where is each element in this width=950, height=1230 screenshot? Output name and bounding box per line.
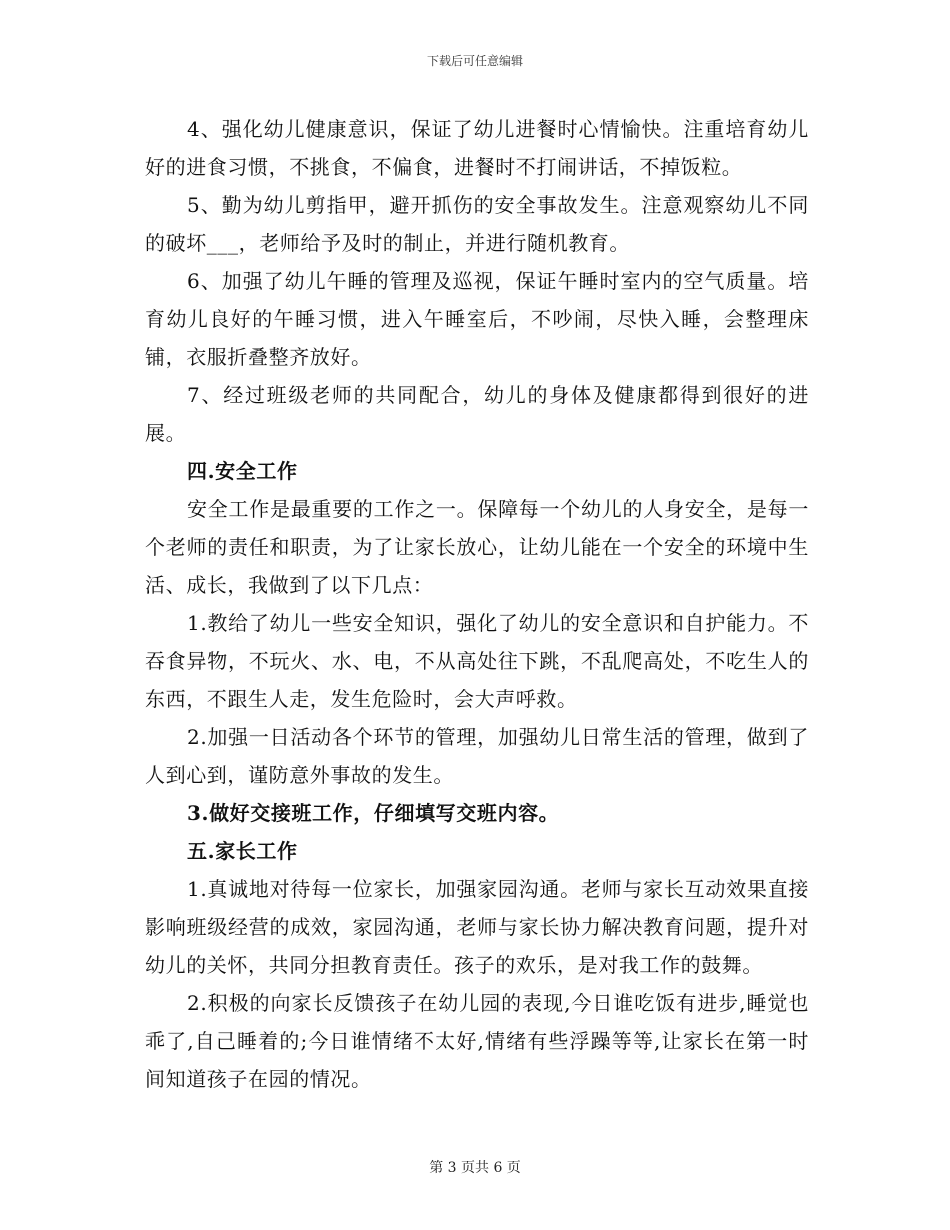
paragraph-parent-feedback: 2.积极的向家长反馈孩子在幼儿园的表现,今日谁吃饭有进步,睡觉也乖了,自己睡着的;今日谁情绪不太好,情绪有些浮躁等等,让家长在第一时间知道孩子在园的情况。	[145, 991, 809, 1091]
paragraph-safety-intro: 安全工作是最重要的工作之一。保障每一个幼儿的人身安全，是每一个老师的责任和职责，为了让家长放心，让幼儿能在一个安全的环境中生活、成长，我做到了以下几点：	[145, 497, 809, 597]
page-header-note: 下载后可任意编辑	[426, 54, 523, 68]
paragraph-shift-handover: 3.做好交接班工作，仔细填写交班内容。	[187, 801, 560, 825]
section-heading-safety: 四.安全工作	[187, 459, 298, 483]
paragraph-nap-management: 6、加强了幼儿午睡的管理及巡视，保证午睡时室内的空气质量。培育幼儿良好的午睡习惯，进入午睡室后，不吵闹，尽快入睡，会整理床铺，衣服折叠整齐放好。	[145, 269, 809, 369]
paragraph-safety-knowledge: 1.教给了幼儿一些安全知识，强化了幼儿的安全意识和自护能力。不吞食异物，不玩火、水、电，不从高处往下跳，不乱爬高处，不吃生人的东西，不跟生人走，发生危险时，会大声呼救。	[145, 611, 809, 711]
section-heading-parents: 五.家长工作	[187, 839, 298, 863]
paragraph-parent-communication: 1.真诚地对待每一位家长，加强家园沟通。老师与家长互动效果直接影响班级经营的成效，家园沟通，老师与家长协力解决教育问题，提升对幼儿的关怀，共同分担教育责任。孩子的欢乐，是对我工作的鼓舞。	[145, 877, 809, 977]
page-number: 第 3 页共 6 页	[429, 1160, 521, 1176]
paragraph-class-cooperation: 7、经过班级老师的共同配合，幼儿的身体及健康都得到很好的进展。	[145, 383, 809, 445]
document-body	[145, 110, 809, 1098]
paragraph-diet-habits: 4、强化幼儿健康意识，保证了幼儿进餐时心情愉快。注重培育幼儿好的进食习惯，不挑食，不偏食，进餐时不打闹讲话，不掉饭粒。	[145, 117, 809, 179]
paragraph-daily-management: 2.加强一日活动各个环节的管理，加强幼儿日常生活的管理，做到了人到心到，谨防意外事故的发生。	[145, 725, 809, 787]
paragraph-nail-trimming: 5、勤为幼儿剪指甲，避开抓伤的安全事故发生。注意观察幼儿不同的破坏___，老师给予及时的制止，并进行随机教育。	[145, 193, 809, 255]
